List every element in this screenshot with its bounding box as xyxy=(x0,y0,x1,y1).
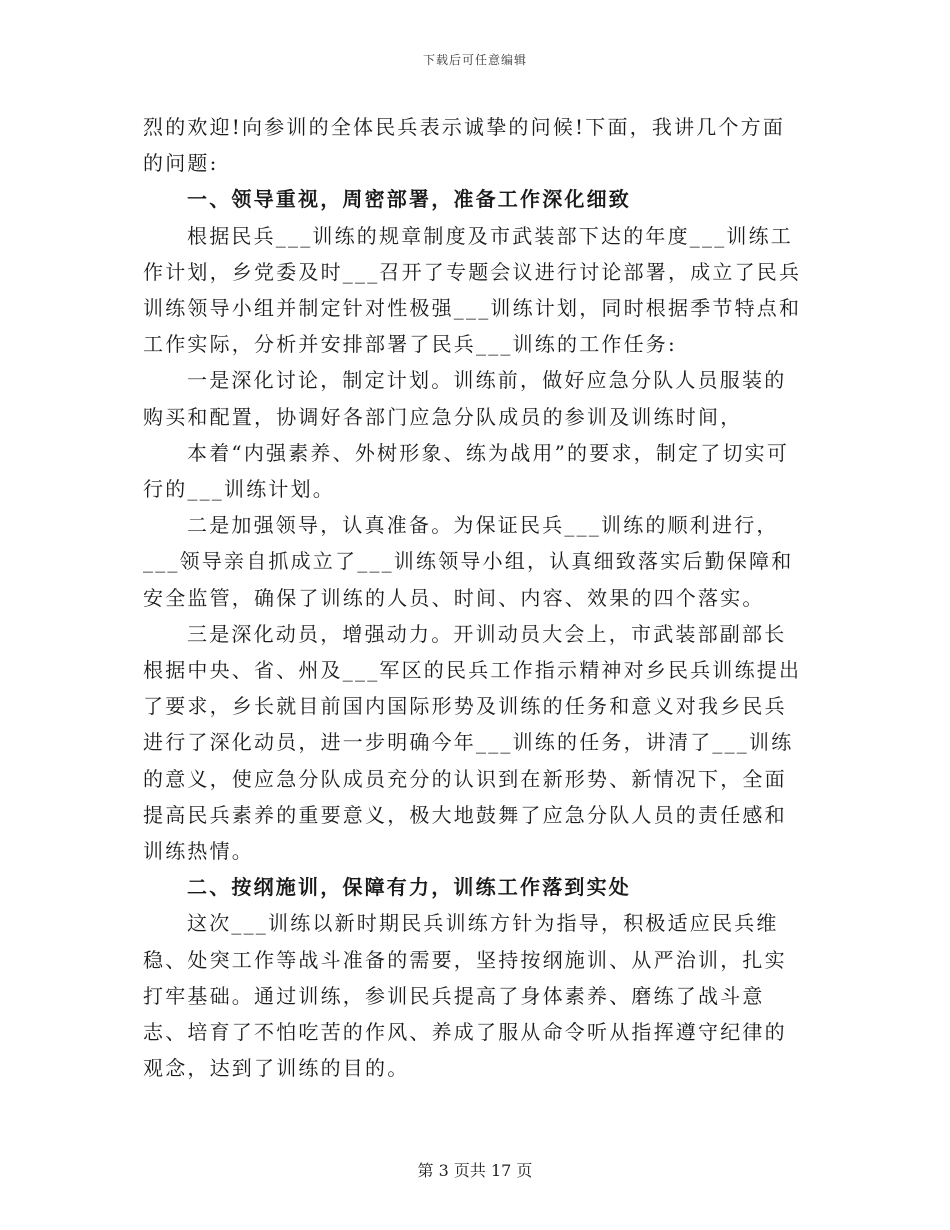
section-1-paragraph-5: 三是深化动员，增强动力。开训动员大会上，市武装部副部长根据中央、省、州及___军区的民兵工作指示精神对乡民兵训练提出了要求，乡长就目前国内国际形势及训练的任务和意义对我乡民兵进行了深化动员，进一步明确今年___训练的任务，讲清了___训练的意义，使应急分队成员充分的认识到在新形势、新情况下，全面提高民兵素养的重要意义，极大地鼓舞了应急分队人员的责任感和训练热情。 xyxy=(143,621,802,864)
section-1-heading: 一、领导重视，周密部署，准备工作深化细致 xyxy=(187,187,631,212)
section-2-heading: 二、按纲施训，保障有力，训练工作落到实处 xyxy=(187,875,631,900)
section-1-paragraph-3: 本着“内强素养、外树形象、练为战用”的要求，制定了切实可行的___训练计划。 xyxy=(143,440,790,502)
section-1-paragraph-2: 一是深化讨论，制定计划。训练前，做好应急分队人员服装的购买和配置，协调好各部门应急分队成员的参训及训练时间， xyxy=(143,368,787,429)
page-header: 下载后可任意编辑 xyxy=(422,53,527,67)
section-1-paragraph-1: 根据民兵___训练的规章制度及市武装部下达的年度___训练工作计划，乡党委及时___召开了专题会议进行讨论部署，成立了民兵训练领导小组并制定针对性极强___训练计划，同时根据季节特点和工作实际，分析并安排部署了民兵___训练的工作任务: xyxy=(143,223,802,357)
page-number: 第 3 页共 17 页 xyxy=(417,1161,533,1180)
document-body xyxy=(143,109,807,1086)
section-1-paragraph-4: 二是加强领导，认真准备。为保证民兵___训练的顺利进行，___领导亲自抓成立了___训练领导小组，认真细致落实后勤保障和安全监管，确保了训练的人员、时间、内容、效果的四个落实。 xyxy=(143,513,794,610)
section-2-paragraph-1: 这次___训练以新时期民兵训练方针为指导，积极适应民兵维稳、处突工作等战斗准备的需要，坚持按纲施训、从严治训，扎实打牢基础。通过训练，参训民兵提高了身体素养、磨练了战斗意志、培育了不怕吃苦的作风、养成了服从命令听从指挥遵守纪律的观念，达到了训练的目的。 xyxy=(143,911,787,1081)
intro-paragraph: 烈的欢迎!向参训的全体民兵表示诚挚的问候!下面，我讲几个方面的问题: xyxy=(143,115,786,176)
